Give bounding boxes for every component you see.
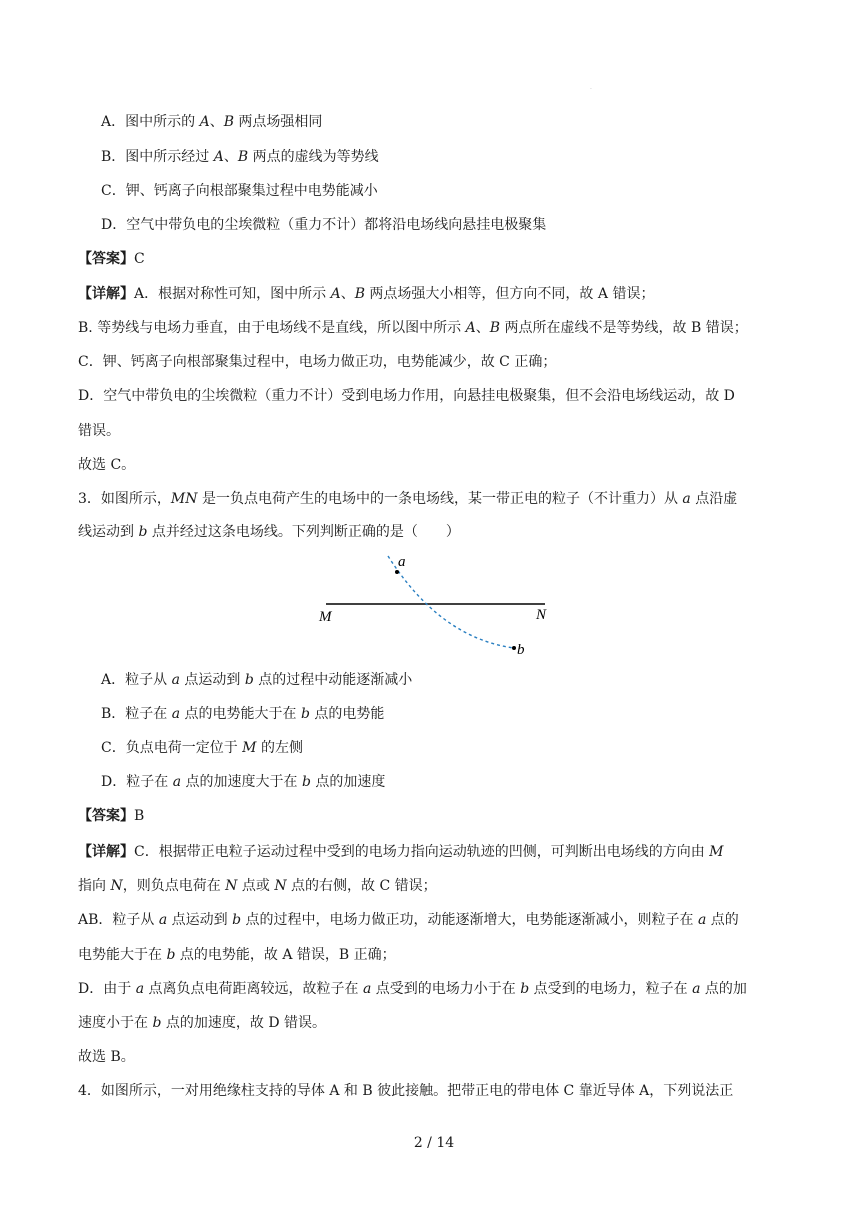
q3-stem-line-1: 3．如图所示，MN 是一负点电荷产生的电场中的一条电场线，某一带正电的粒子（不计重力）从 a 点沿虚 (78, 491, 738, 507)
label-n: N (536, 607, 547, 623)
q3-detail-line-5: D．由于 a 点离负点电荷距离较远，故粒子在 a 点受到的电场力小于在 b 点受到的电场力，粒子在 a 点的加 (78, 981, 747, 997)
point-b-dot (512, 646, 516, 650)
q2-detail-line-2: B. 等势线与电场力垂直，由于电场线不是直线，所以图中所示 A、B 两点所在虚线不是等势线，故 B 错误； (78, 320, 748, 336)
q2-option-d: D．空气中带负电的尘埃微粒（重力不计）都将沿电场线向悬挂电极聚集 (101, 217, 547, 233)
q3-answer: 【答案】B (78, 808, 145, 824)
page-number: 2 / 14 (413, 1135, 455, 1151)
q3-option-a: A．粒子从 a 点运动到 b 点的过程中动能逐渐减小 (101, 672, 413, 688)
q2-option-a: A．图中所示的 A、B 两点场强相同 (101, 114, 323, 130)
q3-detail-line-2: 指向 N，则负点电荷在 N 点或 N 点的右侧，故 C 错误； (78, 878, 437, 894)
q3-option-d: D．粒子在 a 点的加速度大于在 b 点的加速度 (101, 774, 386, 790)
q3-conclusion: 故选 B。 (78, 1049, 135, 1065)
q2-detail-line-5: 错误。 (78, 423, 120, 439)
q2-detail-line-4: D．空气中带负电的尘埃微粒（重力不计）受到电场力作用，向悬挂电极聚集，但不会沿电场线运动，故 D (78, 388, 735, 404)
label-b: b (517, 642, 525, 658)
point-a-dot (395, 570, 399, 574)
q3-figure (300, 548, 570, 660)
q3-stem-line-2: 线运动到 b 点并经过这条电场线。下列判断正确的是（ ） (78, 524, 460, 540)
q3-detail-line-4: 电势能大于在 b 点的电势能，故 A 错误，B 正确； (78, 947, 396, 963)
label-a: a (398, 554, 406, 570)
q2-detail-line-3: C．钾、钙离子向根部聚集过程中，电场力做正功，电势能减少，故 C 正确； (78, 354, 557, 370)
q3-detail-line-1: 【详解】C．根据带正电粒子运动过程中受到的电场力指向运动轨迹的凹侧，可判断出电场线的方向由 M (78, 844, 724, 860)
q2-option-c: C．钾、钙离子向根部聚集过程中电势能减小 (101, 183, 378, 199)
q2-conclusion: 故选 C。 (78, 457, 136, 473)
q2-detail-line-1: 【详解】A．根据对称性可知，图中所示 A、B 两点场强大小相等，但方向不同，故 A 错误； (78, 286, 655, 302)
scan-mark: · (590, 86, 592, 93)
trajectory-curve (388, 556, 514, 648)
q3-detail-line-3: AB．粒子从 a 点运动到 b 点的过程中，电场力做正功，动能逐渐增大，电势能逐渐减小，则粒子在 a 点的 (78, 912, 739, 928)
q3-option-c: C．负点电荷一定位于 M 的左侧 (101, 740, 303, 756)
label-m: M (319, 609, 332, 625)
q2-option-b: B．图中所示经过 A、B 两点的虚线为等势线 (101, 149, 379, 165)
q2-answer: 【答案】C (78, 251, 145, 267)
q3-option-b: B．粒子在 a 点的电势能大于在 b 点的电势能 (101, 706, 385, 722)
q4-stem-line-1: 4．如图所示，一对用绝缘柱支持的导体 A 和 B 彼此接触。把带正电的带电体 C 靠近导体 A，下列说法正 (78, 1083, 734, 1099)
q3-detail-line-6: 速度小于在 b 点的加速度，故 D 错误。 (78, 1015, 326, 1031)
